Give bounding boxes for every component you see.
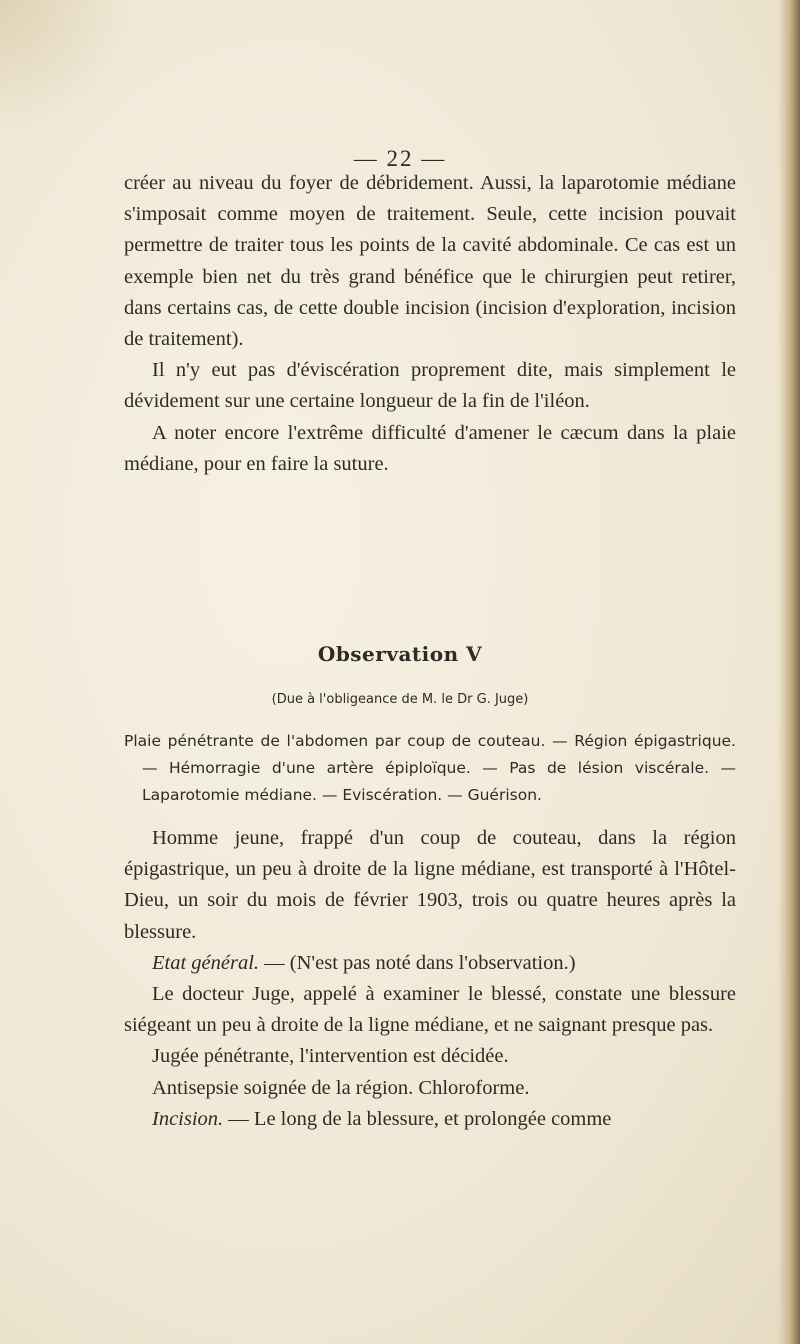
intro-paragraph-1: créer au niveau du foyer de débridement. Aussi, la laparotomie médiane s'imposait comme moyen de traitement. Seule, cette incision pouvait permettre de traiter tous les points de la cavité abdominale. Ce cas est un exemple bien net du très grand bénéfice que le chirurgien peut retirer, dans certains cas, de cette double incision (incision d'exploration, incision de traitement).: [124, 172, 736, 351]
case-paragraph-6: [124, 1104, 736, 1135]
etat-general-label: Etat général.: [152, 951, 260, 974]
page-number: — 22 —: [353, 146, 447, 171]
page-edge-shadow: [778, 0, 800, 1344]
summary-text: Plaie pénétrante de l'abdomen par coup de couteau. — Région épigastrique. — Hémorragie d'une artère épiploïque. — Pas de lésion viscérale. — Laparotomie médiane. — Eviscération. — Guérison.: [124, 732, 736, 804]
case-paragraph-3: Le docteur Juge, appelé à examiner le blessé, constate une blessure siégeant un peu à droite de la ligne médiane, et ne saignant presque pas.: [124, 983, 736, 1037]
intro-paragraph-2: Il n'y eut pas d'éviscération proprement dite, mais simplement le dévidement sur une certaine longueur de la fin de l'iléon.: [124, 359, 736, 413]
incision-text: — Le long de la blessure, et prolongée comme: [223, 1107, 612, 1130]
etat-general-text: — (N'est pas noté dans l'observation.): [259, 951, 576, 974]
case-paragraph-5: Antisepsie soignée de la région. Chloroforme.: [152, 1076, 530, 1099]
case-paragraph-1: Homme jeune, frappé d'un coup de couteau, dans la région épigastrique, un peu à droite de la ligne médiane, est transporté à l'Hôtel-Dieu, un soir du mois de février 1903, trois ou quatre heures après la blessure.: [124, 827, 736, 943]
observation-title: Observation V: [317, 642, 483, 666]
observation-attribution: (Due à l'obligeance de M. le Dr G. Juge): [271, 692, 529, 707]
page-stain: [0, 0, 140, 140]
case-paragraph-2: [124, 948, 736, 979]
case-paragraph-4: Jugée pénétrante, l'intervention est décidée.: [152, 1045, 509, 1068]
intro-paragraph-3: A noter encore l'extrême difficulté d'amener le cæcum dans la plaie médiane, pour en faire la suture.: [124, 421, 736, 475]
case-text: [124, 823, 736, 1135]
intro-text: [124, 168, 736, 480]
observation-summary: [124, 728, 736, 809]
incision-label: Incision.: [152, 1107, 224, 1130]
